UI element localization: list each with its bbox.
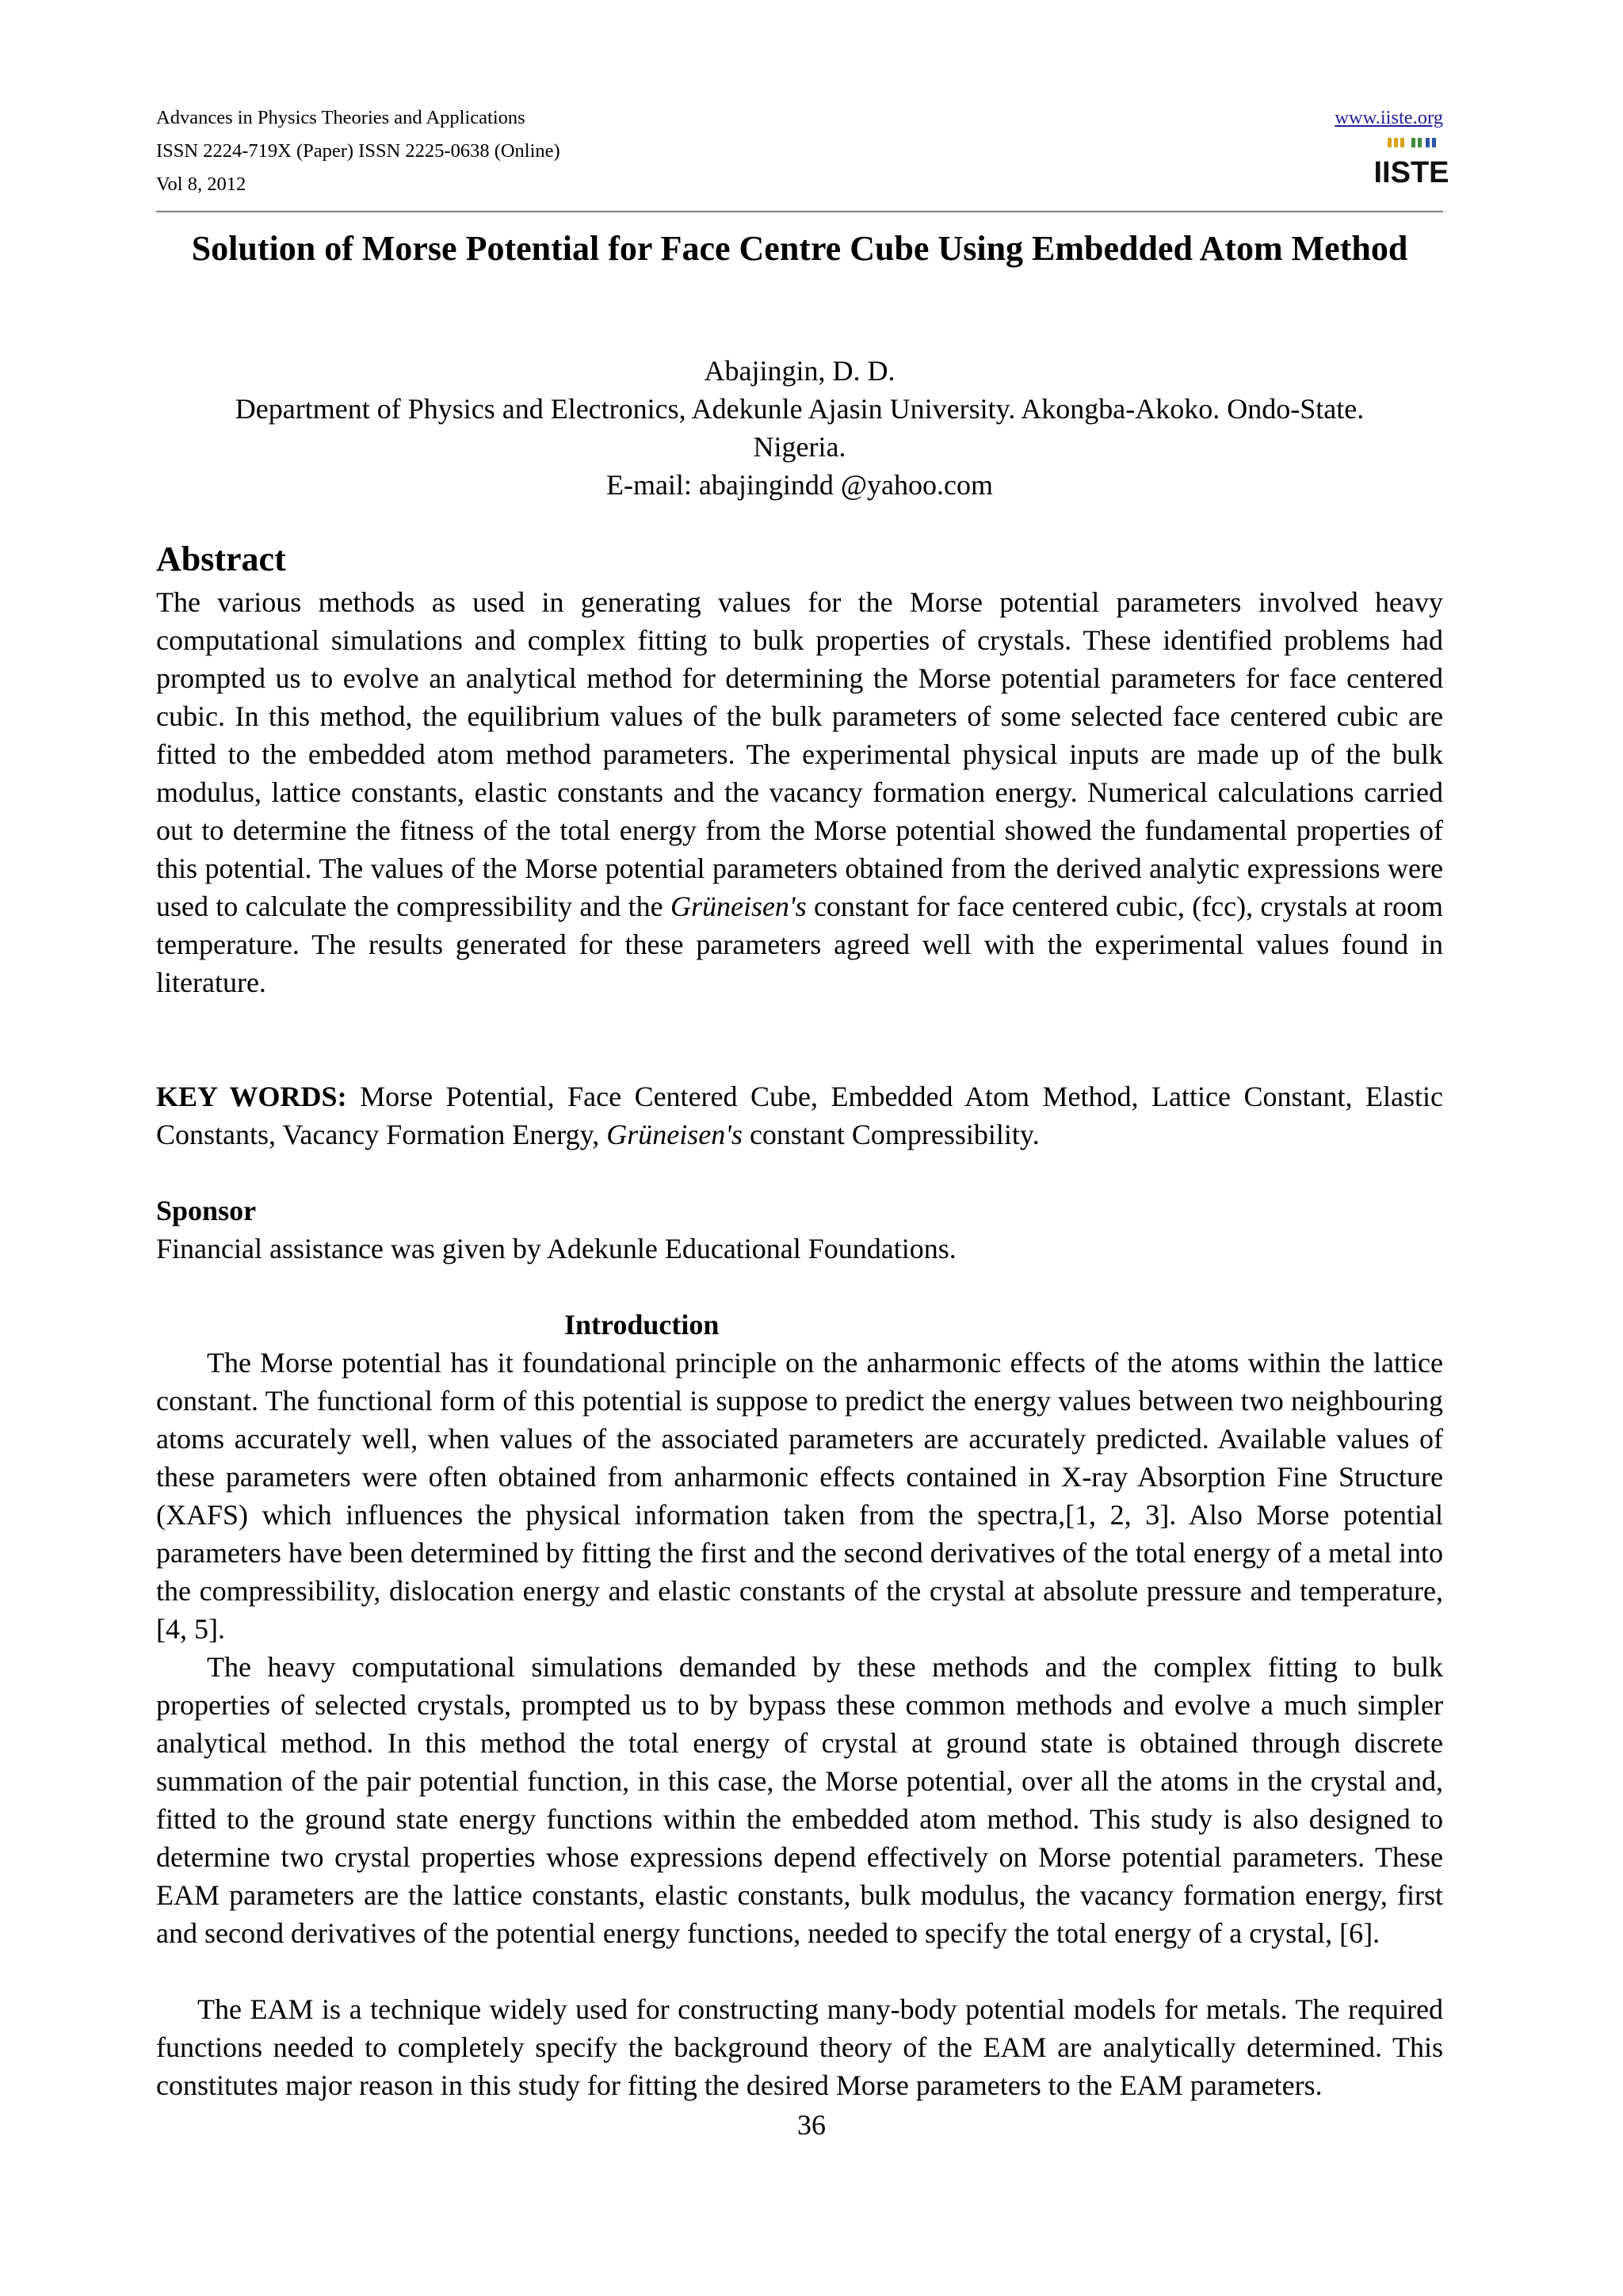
abstract-text-part1: The various methods as used in generating values for the Morse potential parameters involved heavy computational simulations and complex fitting to bulk properties of crystals. These identified problems had prompted us to evolve an analytical method for determining the Morse potential parameters for face centered cubic. In this method, the equilibrium values of the bulk parameters of some selected face centered cubic are fitted to the embedded atom method parameters. The experimental physical inputs are made up of the bulk modulus, lattice constants, elastic constants and the vacancy formation energy. Numerical calculations carried out to determine the fitness of the total energy from the Morse potential showed the fundamental properties of this potential. The values of the Morse potential parameters obtained from the derived analytic expressions were used to calculate the compressibility and the bbox=[156, 586, 1443, 922]
header-divider bbox=[156, 211, 1443, 212]
iiste-logo bbox=[1373, 136, 1449, 189]
keywords-text-part1: Morse Potential, Face Centered Cube, Embedded Atom Method, Lattice Constant, Elastic Constants, Vacancy Formation Energy, bbox=[156, 1081, 1443, 1150]
paper-title: Solution of Morse Potential for Face Centre Cube Using Embedded Atom Method bbox=[191, 229, 1408, 268]
sponsor-heading: Sponsor bbox=[156, 1195, 257, 1226]
introduction-heading: Introduction bbox=[564, 1309, 720, 1341]
author-block bbox=[156, 352, 1443, 504]
intro-paragraph-2 bbox=[156, 1648, 1443, 1952]
author-affiliation: Department of Physics and Electronics, Adekunle Ajasin University. Akongba-Akoko. Ondo-State. Nigeria. bbox=[235, 393, 1365, 463]
keywords-block bbox=[156, 1077, 1443, 1154]
journal-url-link[interactable]: www.iiste.org bbox=[1335, 107, 1443, 128]
intro-paragraph-3 bbox=[156, 1990, 1443, 2104]
abstract-heading: Abstract bbox=[156, 540, 286, 578]
journal-issn: ISSN 2224-719X (Paper) ISSN 2225-0638 (Online) bbox=[156, 140, 560, 162]
journal-volume: Vol 8, 2012 bbox=[156, 174, 246, 195]
author-email: E-mail: abajingindd @yahoo.com bbox=[605, 469, 994, 501]
keywords-gruneisen-term: Grüneisen's bbox=[606, 1119, 743, 1150]
keywords-label: KEY WORDS: bbox=[156, 1081, 347, 1112]
intro-paragraph-1 bbox=[156, 1344, 1443, 1648]
abstract-gruneisen-term: Grüneisen's bbox=[670, 891, 807, 922]
journal-header bbox=[156, 101, 1449, 201]
page-number: 36 bbox=[797, 2109, 826, 2141]
sponsor-text: Financial assistance was given by Adekunle Educational Foundations. bbox=[156, 1233, 957, 1264]
intro-paragraph-3-text: The EAM is a technique widely used for constructing many-body potential models for metals. The required functions needed to completely specify the background theory of the EAM are analytically determined. This constitutes major reason in this study for fitting the desired Morse parameters to the EAM parameters. bbox=[156, 1993, 1443, 2101]
intro-paragraph-1-text: The Morse potential has it foundational principle on the anharmonic effects of the atoms within the lattice constant. The functional form of this potential is suppose to predict the energy values between two neighbouring atoms accurately well, when values of the associated parameters are accurately predicted. Available values of these parameters were often obtained from anharmonic effects contained in X-ray Absorption Fine Structure (XAFS) which influences the physical information taken from the spectra,[1, 2, 3]. Also Morse potential parameters have been determined by fitting the first and the second derivatives of the total energy of a metal into the compressibility, dislocation energy and elastic constants of the crystal at absolute pressure and temperature, [4, 5]. bbox=[156, 1347, 1443, 1645]
svg-text:IISTE: IISTE bbox=[1373, 156, 1449, 189]
keywords-text-part2: constant Compressibility. bbox=[742, 1119, 1040, 1150]
journal-name: Advances in Physics Theories and Applications bbox=[156, 107, 525, 128]
abstract-text bbox=[156, 583, 1443, 1001]
intro-paragraph-2-text: The heavy computational simulations demanded by these methods and the complex fitting to bulk properties of selected crystals, prompted us to by bypass these common methods and evolve a much simpler analytical method. In this method the total energy of crystal at ground state is obtained through discrete summation of the pair potential function, in this case, the Morse potential, over all the atoms in the crystal and, fitted to the ground state energy functions within the embedded atom method. This study is also designed to determine two crystal properties whose expressions depend effectively on Morse potential parameters. These EAM parameters are the lattice constants, elastic constants, bulk modulus, the vacancy formation energy, first and second derivatives of the potential energy functions, needed to specify the total energy of a crystal, [6]. bbox=[156, 1651, 1443, 1949]
author-name: Abajingin, D. D. bbox=[704, 355, 896, 387]
abstract-text-part2: constant for face centered cubic, (fcc), crystals at room temperature. The results generated for these parameters agreed well with the experimental values found in literature. bbox=[156, 891, 1443, 998]
